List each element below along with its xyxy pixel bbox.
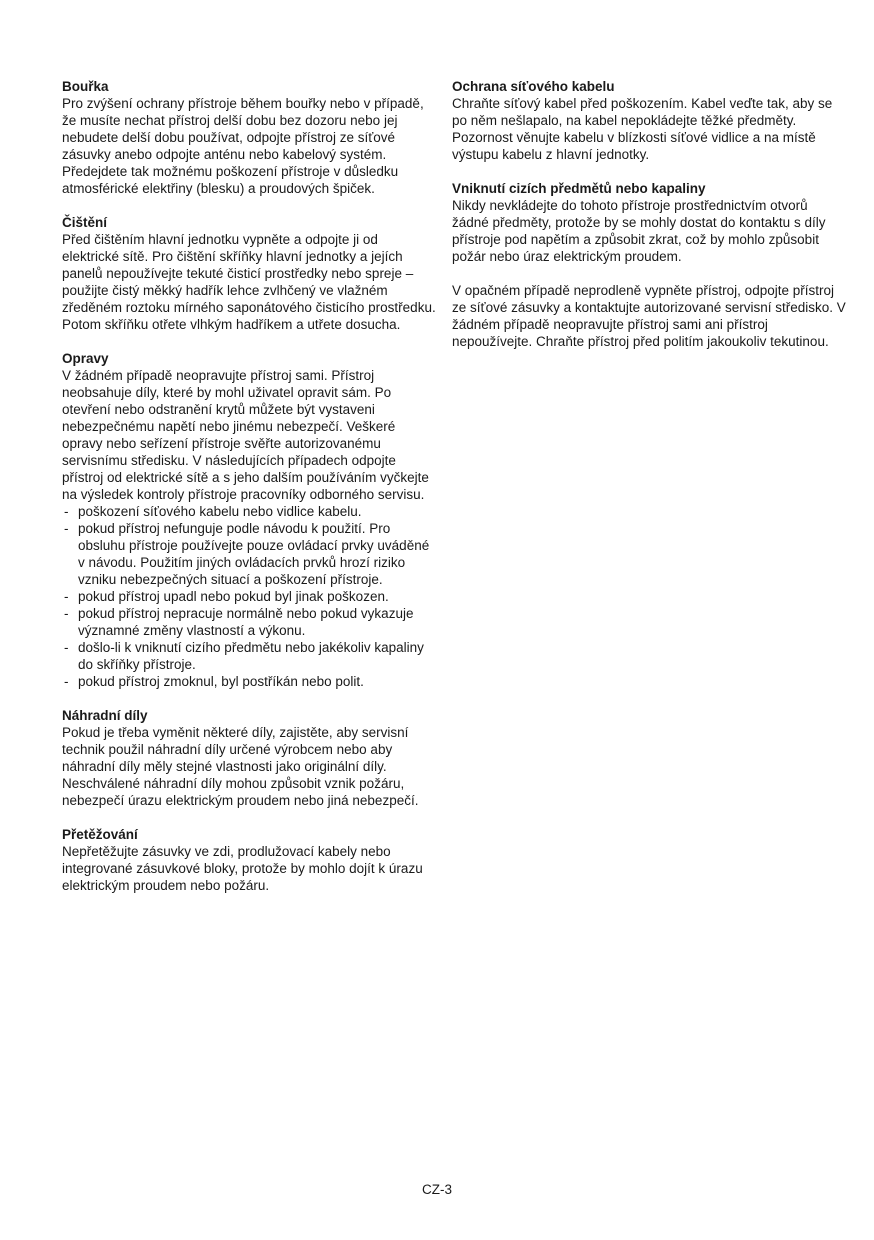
- section: [62, 78, 436, 197]
- list-item: [62, 605, 436, 639]
- list-item: [62, 639, 436, 673]
- section: [452, 180, 848, 350]
- paragraph: Pro zvýšení ochrany přístroje během bouřky nebo v případě, že musíte nechat přístroj delší dobu bez dozoru nebo jej nebudete delší dobu používat, odpojte přístroj ze síťové zásuvky anebo odpojte anténu nebo kabelový systém. Předejdete tak možnému poškození přístroje v důsledku atmosférické elektřiny (blesku) a proudových špiček.: [62, 96, 424, 196]
- list-dash: -: [64, 504, 69, 519]
- list-item: [62, 503, 436, 520]
- dash-list: [62, 503, 436, 690]
- section-heading: Vniknutí cizích předmětů nebo kapaliny: [452, 181, 706, 196]
- list-dash: -: [64, 674, 69, 689]
- list-item-text: pokud přístroj nefunguje podle návodu k použití. Pro obsluhu přístroje používejte pouze ovládací prvky uváděné v návodu. Použitím jiných ovládacích prvků hrozí riziko vzniku nebezpečných situací a poškození přístroje.: [78, 521, 430, 587]
- section: [62, 707, 436, 809]
- paragraph: Nikdy nevkládejte do tohoto přístroje prostřednictvím otvorů žádné předměty, protože by se mohly dostat do kontaktu s díly přístroje pod napětím a způsobit zkrat, což by mohlo způsobit požár nebo úraz elektrickým proudem.: [452, 198, 826, 264]
- paragraph: V žádném případě neopravujte přístroj sami. Přístroj neobsahuje díly, které by mohl uživatel opravit sám. Po otevření nebo odstranění krytů můžete být vystaveni nebezpečnému napětí nebo jinému nebezpečí. Veškeré opravy nebo seřízení přístroje svěřte autorizovanému servisnímu středisku. V následujících případech odpojte přístroj od elektrické sítě a s jeho dalším používáním vyčkejte na výsledek kontroly přístroje pracovníky odborného servisu.: [62, 368, 429, 502]
- list-item: [62, 673, 436, 690]
- section: [62, 214, 436, 333]
- paragraph: V opačném případě neprodleně vypněte přístroj, odpojte přístroj ze síťové zásuvky a kontaktujte autorizované servisní středisko. V žádném případě neopravujte přístroj sami ani přístroj nepoužívejte. Chraňte přístroj před politím jakoukoliv tekutinou.: [452, 283, 846, 349]
- section: [452, 78, 848, 163]
- list-item-text: poškození síťového kabelu nebo vidlice kabelu.: [78, 504, 362, 519]
- section-heading: Opravy: [62, 351, 109, 366]
- list-item-text: došlo-li k vniknutí cizího předmětu nebo jakékoliv kapaliny do skříňky přístroje.: [78, 640, 424, 672]
- paragraph: Před čištěním hlavní jednotku vypněte a odpojte ji od elektrické sítě. Pro čištění skříňky hlavní jednotky a jejích panelů nepoužívejte tekuté čisticí prostředky nebo spreje – použijte čistý měkký hadřík lehce zvlhčený ve vlažném zředěném roztoku mírného saponátového čisticího prostředku. Potom skříňku otřete vlhkým hadříkem a utřete dosucha.: [62, 232, 436, 332]
- list-item-text: pokud přístroj zmoknul, byl postříkán nebo polit.: [78, 674, 364, 689]
- list-dash: -: [64, 606, 69, 621]
- section-heading: Náhradní díly: [62, 708, 148, 723]
- section: [62, 826, 436, 894]
- column-left: [62, 78, 436, 911]
- list-item: [62, 588, 436, 605]
- section-heading: Ochrana síťového kabelu: [452, 79, 615, 94]
- section-heading: Bouřka: [62, 79, 109, 94]
- section: [62, 350, 436, 690]
- paragraph: Pokud je třeba vyměnit některé díly, zajistěte, aby servisní technik použil náhradní díly určené výrobcem nebo aby náhradní díly měly stejné vlastnosti jako originální díly. Neschválené náhradní díly mohou způsobit vznik požáru, nebezpečí úrazu elektrickým proudem nebo jiná nebezpečí.: [62, 725, 419, 808]
- page-number: CZ-3: [422, 1182, 452, 1197]
- list-dash: -: [64, 521, 69, 536]
- list-dash: -: [64, 640, 69, 655]
- list-item-text: pokud přístroj nepracuje normálně nebo pokud vykazuje významné změny vlastností a výkonu.: [78, 606, 414, 638]
- section-heading: Čištění: [62, 215, 108, 230]
- list-item: [62, 520, 436, 588]
- section-heading: Přetěžování: [62, 827, 138, 842]
- paragraph: Nepřetěžujte zásuvky ve zdi, prodlužovací kabely nebo integrované zásuvkové bloky, protože by mohlo dojít k úrazu elektrickým proudem nebo požáru.: [62, 844, 423, 893]
- list-dash: -: [64, 589, 69, 604]
- column-right: [452, 78, 848, 911]
- page-content: [62, 78, 848, 911]
- paragraph: Chraňte síťový kabel před poškozením. Kabel veďte tak, aby se po něm nešlapalo, na kabel nepokládejte těžké předměty. Pozornost věnujte kabelu v blízkosti síťové vidlice a na místě výstupu kabelu z hlavní jednotky.: [452, 96, 833, 162]
- list-item-text: pokud přístroj upadl nebo pokud byl jinak poškozen.: [78, 589, 389, 604]
